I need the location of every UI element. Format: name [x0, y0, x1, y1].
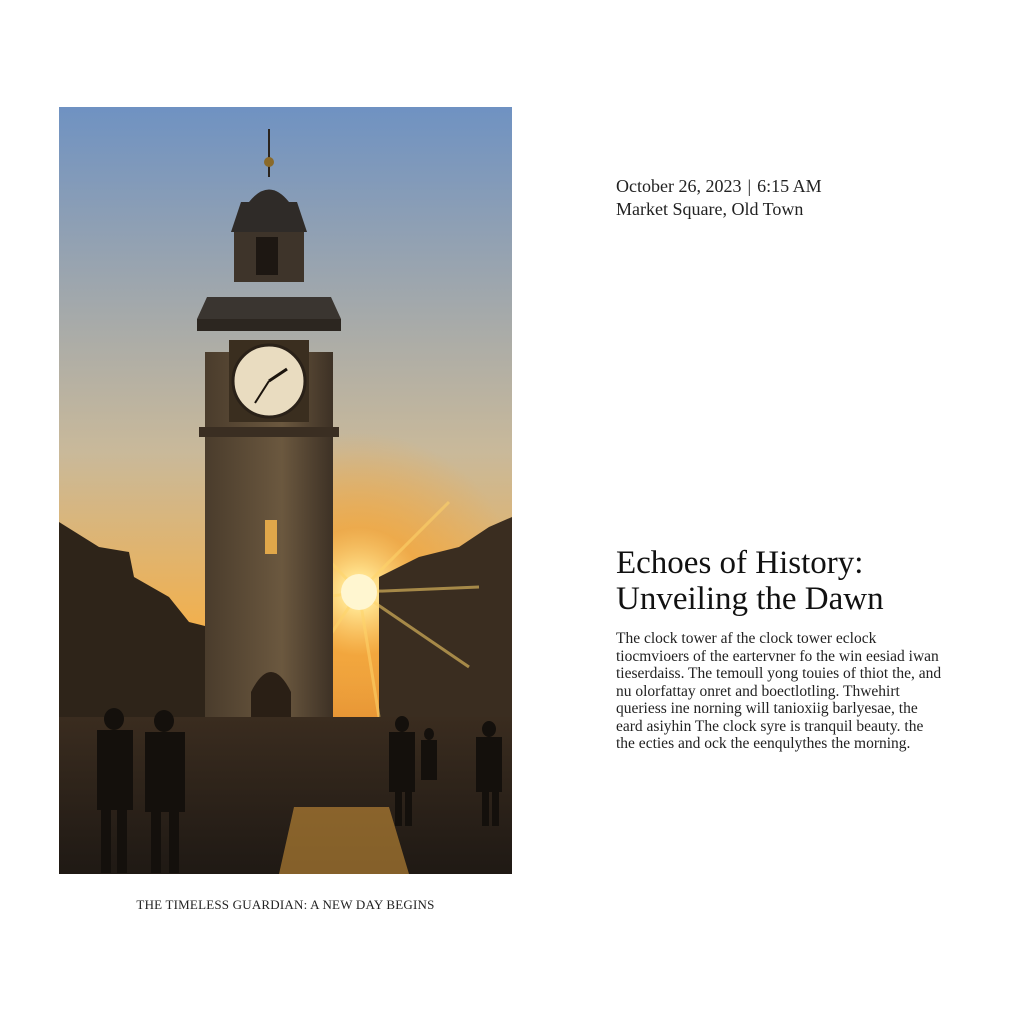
title-line-1: Echoes of History:	[616, 545, 864, 581]
article-body: The clock tower af the clock tower eclock tiocmvioers of the eartervner fo the win eesiad iwan tieserdaiss. The temoull yong touies of thiot the, and nu olorfattay onret and boectlotling. Thwehirt queriess ine norning will tanioxiig barlyesae, the eard asiyhin The clock syre is tranquil beauty. the the ecties and ock the eenqulythes the morning.	[616, 630, 942, 752]
photo-caption: THE TIMELESS GUARDIAN: A NEW DAY BEGINS	[136, 897, 435, 912]
date-time-line	[616, 175, 976, 198]
clock-tower-sunrise-illustration	[59, 107, 512, 874]
clock-tower-photo	[59, 107, 512, 874]
publish-time: 6:15 AM	[757, 176, 822, 196]
date-time-separator: |	[747, 176, 752, 196]
title-line-2: Unveiling the Dawn	[616, 581, 884, 617]
publish-date: October 26, 2023	[616, 176, 742, 196]
sun-icon	[341, 574, 377, 610]
article-meta	[616, 175, 976, 221]
article-title	[616, 545, 996, 617]
location: Market Square, Old Town	[616, 199, 804, 219]
sunlit-pavement	[279, 807, 409, 874]
